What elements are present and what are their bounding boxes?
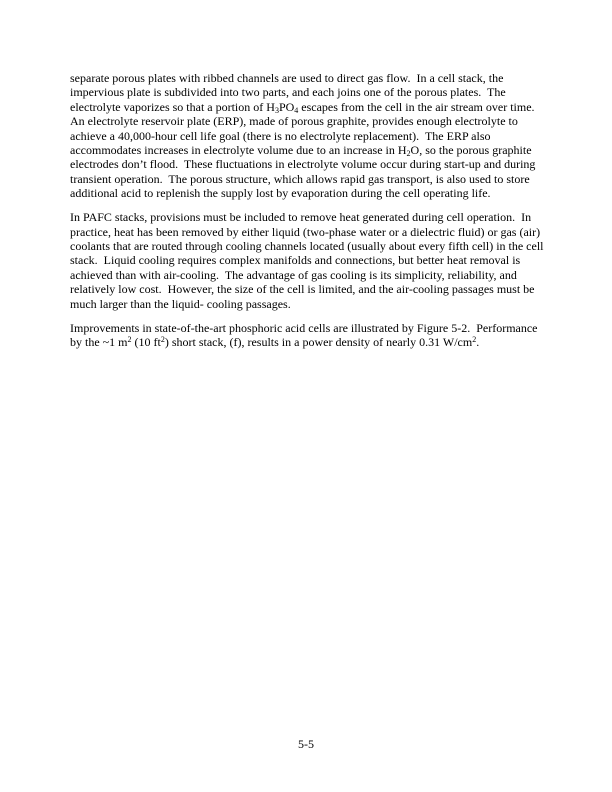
sub-text: 4 <box>294 105 299 115</box>
text-run: In PAFC stacks, provisions must be included to remove heat generated during cell operation. In practice, heat has been removed by either liquid (two-phase water or a dielectric fluid) or gas (air) coolants that are routed through cooling channels located (usually about every fifth cell) in the cell stack. Liquid cooling requires complex manifolds and connections, but better heat removal is achieved than with air-cooling. The advantage of gas cooling is its simplicity, reliability, and relatively low cost. However, the size of the cell is limited, and the air-cooling passages must be much larger than the liquid- cooling passages. <box>70 210 547 311</box>
text-run: escapes from the cell in the air stream over time. An electrolyte reservoir plate (ERP), made of porous graphite, provides enough electrolyte to achieve a 40,000-hour cell life goal (there is no electrolyte replacement). The ERP also accommodates increases in electrolyte volume due to an increase in H <box>70 99 540 158</box>
sup-text: 2 <box>127 334 132 344</box>
paragraph-1 <box>70 71 546 201</box>
text-run: PO <box>278 99 295 114</box>
paragraph-2 <box>70 210 546 311</box>
sup-text: 2 <box>472 334 477 344</box>
text-run: Improvements in state-of-the-art phosphoric acid cells are illustrated by Figure 5-2. Performance by the ~1 m <box>70 320 541 349</box>
sub-text: 3 <box>274 105 279 115</box>
text-run: . <box>476 334 480 349</box>
text-run: (10 ft <box>131 334 161 349</box>
text-run: separate porous plates with ribbed channels are used to direct gas flow. In a cell stack, the impervious plate is subdivided into two parts, and each joins one of the porous plates. The electrolyte vaporizes so that a portion of H <box>70 71 509 114</box>
body-text <box>70 71 546 359</box>
page-number: 5-5 <box>298 737 314 751</box>
sub-text: 2 <box>406 149 411 159</box>
paragraph-3 <box>70 321 546 350</box>
sup-text: 2 <box>160 334 165 344</box>
text-run: ) short stack, (f), results in a power density of nearly 0.31 W/cm <box>164 334 473 349</box>
text-run: O, so the porous graphite electrodes don’t flood. These fluctuations in electrolyte volume occur during start-up and during transient operation. The porous structure, which allows rapid gas transport, is also used to store additional acid to replenish the supply lost by evaporation during the cell operating life. <box>70 143 539 201</box>
